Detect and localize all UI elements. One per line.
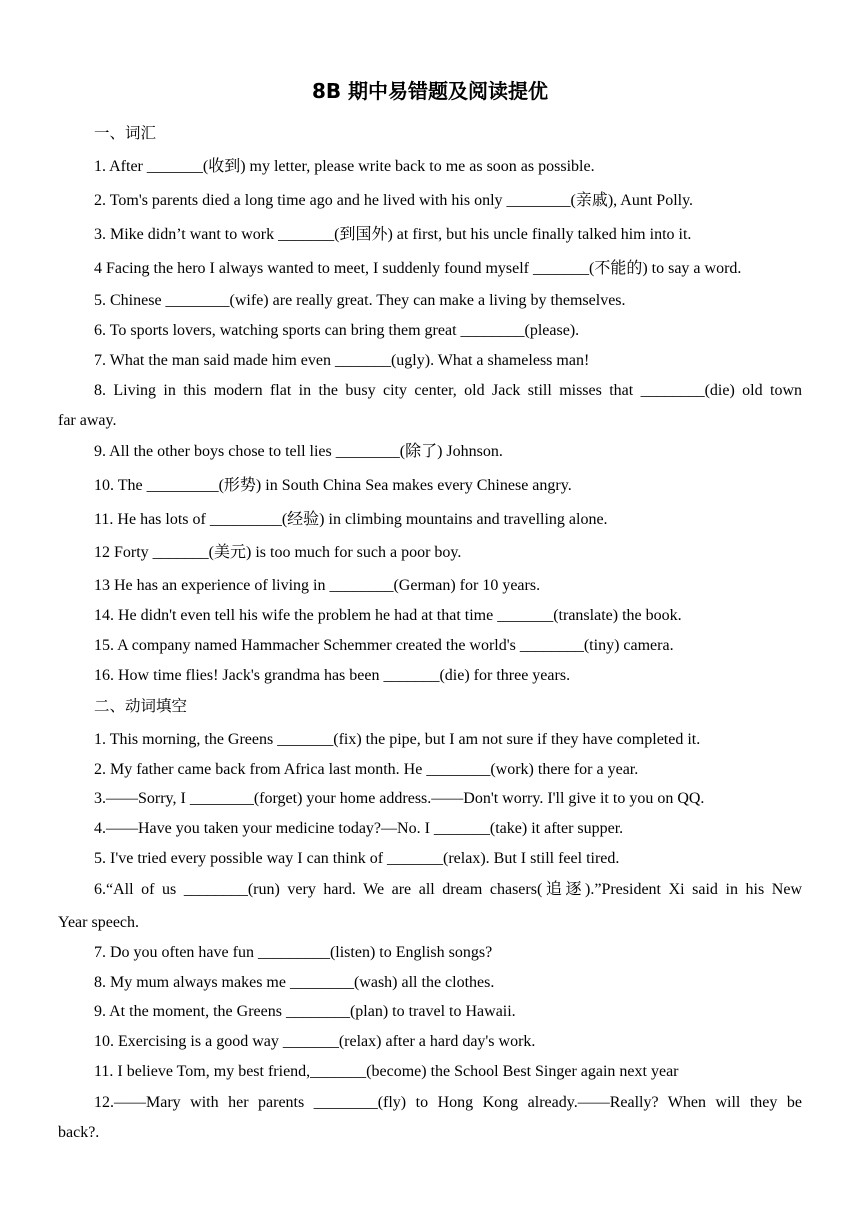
question-line-continuation: back?. xyxy=(58,1124,100,1141)
question-line: 12.——Mary with her parents ________(fly) to Hong Kong already.——Really? When will they be xyxy=(94,1094,802,1111)
question-line-continuation: Year speech. xyxy=(58,914,140,931)
question-line: 11. He has lots of _________(经验) in climbing mountains and travelling alone. xyxy=(94,511,608,528)
question-line: 2. My father came back from Africa last month. He ________(work) there for a year. xyxy=(94,761,639,778)
question-line-continuation: far away. xyxy=(58,412,117,429)
question-line: 1. This morning, the Greens _______(fix) the pipe, but I am not sure if they have completed it. xyxy=(94,731,701,748)
question-line: 8. My mum always makes me ________(wash) all the clothes. xyxy=(94,974,495,991)
question-line: 9. At the moment, the Greens ________(plan) to travel to Hawaii. xyxy=(94,1003,516,1020)
question-line: 4.——Have you taken your medicine today?—No. I _______(take) it after supper. xyxy=(94,820,624,837)
question-line: 5. I've tried every possible way I can think of _______(relax). But I still feel tired. xyxy=(94,850,620,867)
question-line: 7. What the man said made him even _______(ugly). What a shameless man! xyxy=(94,352,590,369)
question-line: 3.——Sorry, I ________(forget) your home address.——Don't worry. I'll give it to you on QQ. xyxy=(94,790,705,807)
question-line: 5. Chinese ________(wife) are really great. They can make a living by themselves. xyxy=(94,292,626,309)
question-line: 11. I believe Tom, my best friend,_______(become) the School Best Singer again next year xyxy=(94,1063,679,1080)
document-title: 8B 期中易错题及阅读提优 xyxy=(311,79,549,103)
question-line: 9. All the other boys chose to tell lies ________(除了) Johnson. xyxy=(94,443,503,460)
question-line: 1. After _______(收到) my letter, please write back to me as soon as possible. xyxy=(94,158,595,175)
section-heading-vocabulary: 一、词汇 xyxy=(94,124,157,142)
question-line: 2. Tom's parents died a long time ago and he lived with his only ________(亲戚), Aunt Polly. xyxy=(94,192,694,209)
question-line: 6. To sports lovers, watching sports can bring them great ________(please). xyxy=(94,322,580,339)
question-line: 15. A company named Hammacher Schemmer created the world's ________(tiny) camera. xyxy=(94,637,674,654)
question-line: 8. Living in this modern flat in the busy city center, old Jack still misses that ________(die) old town xyxy=(94,382,802,399)
question-line: 12 Forty _______(美元) is too much for such a poor boy. xyxy=(94,544,462,561)
section-heading-verb-fill: 二、动词填空 xyxy=(94,697,188,715)
question-line: 7. Do you often have fun _________(listen) to English songs? xyxy=(94,944,493,961)
question-line: 13 He has an experience of living in ________(German) for 10 years. xyxy=(94,577,541,594)
question-line: 10. The _________(形势) in South China Sea makes every Chinese angry. xyxy=(94,477,572,494)
question-line: 16. How time flies! Jack's grandma has been _______(die) for three years. xyxy=(94,667,571,684)
question-line: 10. Exercising is a good way _______(relax) after a hard day's work. xyxy=(94,1033,536,1050)
question-line: 4 Facing the hero I always wanted to meet, I suddenly found myself _______(不能的) to say a word. xyxy=(94,260,742,277)
question-line: 3. Mike didn’t want to work _______(到国外) at first, but his uncle finally talked him into it. xyxy=(94,226,692,243)
question-line: 14. He didn't even tell his wife the problem he had at that time _______(translate) the book. xyxy=(94,607,682,624)
question-line: 6.“All of us ________(run) very hard. We are all dream chasers(追逐).”President Xi said in his New xyxy=(94,881,802,898)
